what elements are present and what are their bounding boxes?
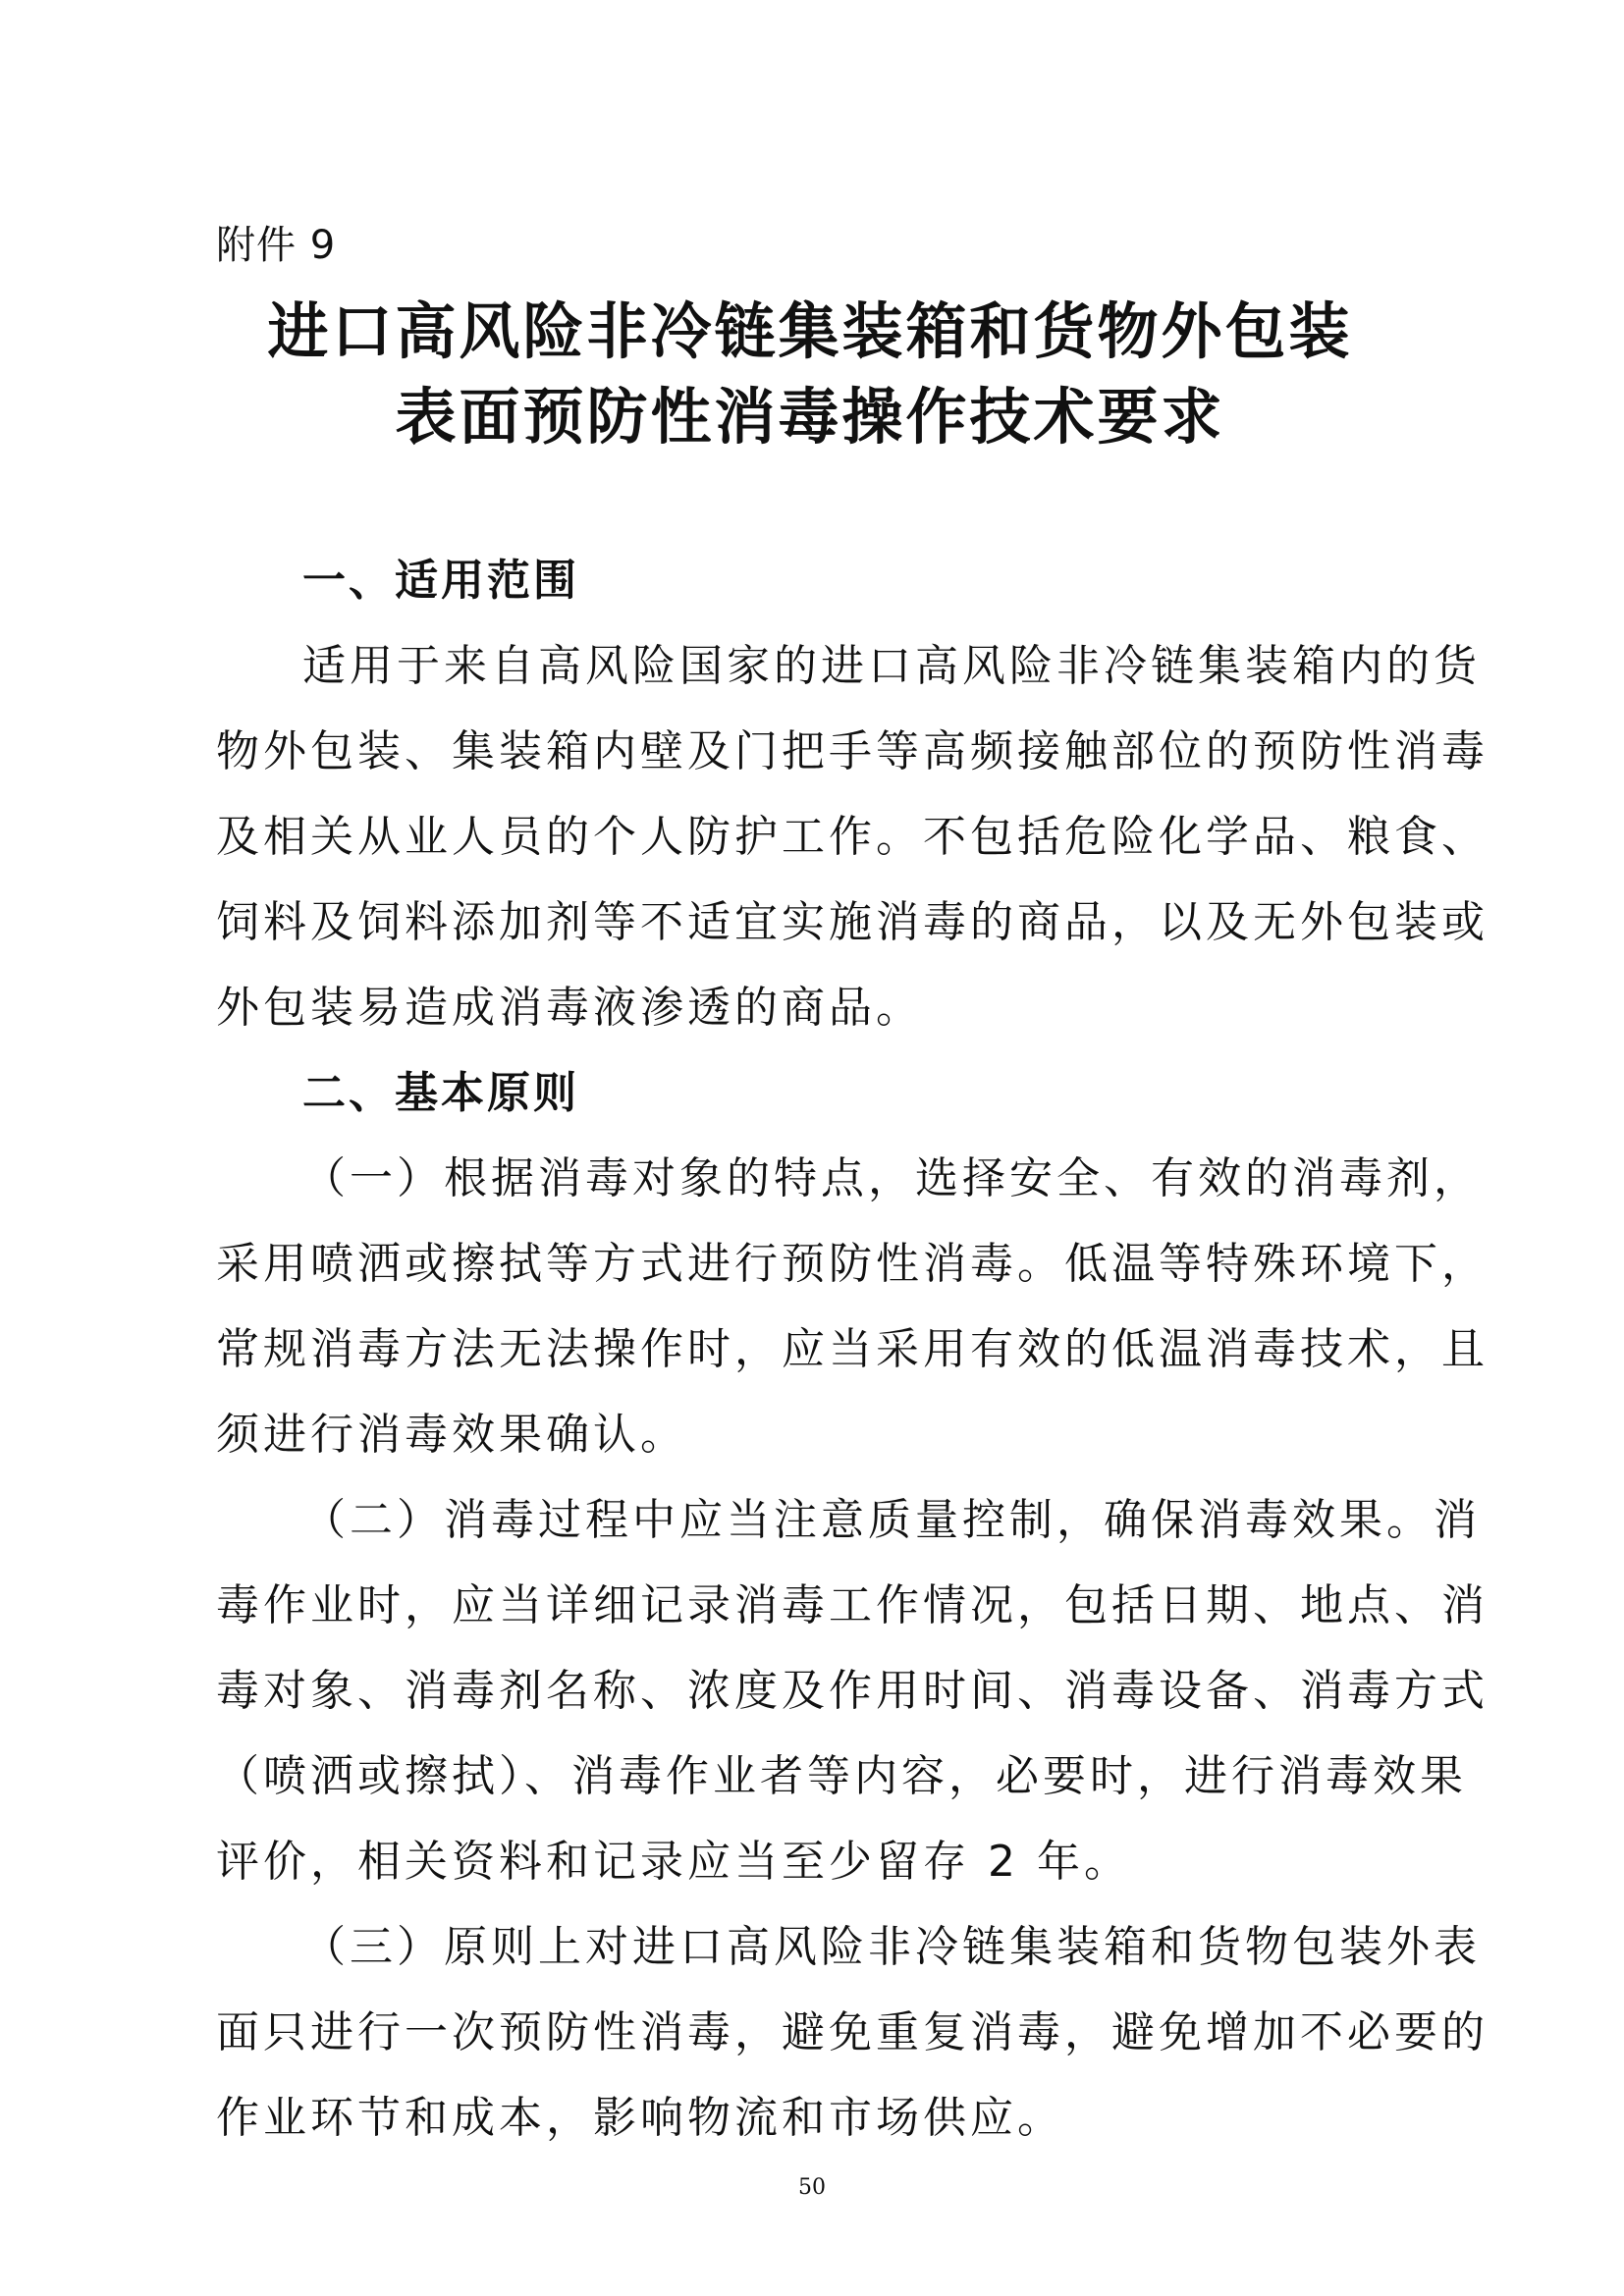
paragraph-line: 饲料及饲料添加剂等不适宜实施消毒的商品，以及无外包装或: [216, 897, 1489, 947]
paragraph-line: （二）消毒过程中应当注意质量控制，确保消毒效果。消: [302, 1495, 1481, 1545]
paragraph-line: 物外包装、集装箱内壁及门把手等高频接触部位的预防性消毒: [216, 726, 1489, 776]
document-title-line-1: 进口高风险非冷链集装箱和货物外包装: [267, 295, 1353, 367]
paragraph-line: 作业环节和成本，影响物流和市场供应。: [216, 2093, 1064, 2143]
paragraph-line: 评价，相关资料和记录应当至少留存 2 年。: [216, 1837, 1131, 1887]
section-heading-scope: 一、适用范围: [302, 556, 579, 606]
paragraph-line: 毒对象、消毒剂名称、浓度及作用时间、消毒设备、消毒方式: [216, 1666, 1489, 1716]
paragraph-line: （一）根据消毒对象的特点，选择安全、有效的消毒剂，: [302, 1153, 1481, 1203]
principle-paragraph-2: [216, 1477, 1489, 1904]
section-scope: [216, 538, 1489, 1050]
attachment-label: 附件 9: [216, 223, 337, 268]
section-principles: [216, 1050, 1489, 2161]
paragraph-line: 常规消毒方法无法操作时，应当采用有效的低温消毒技术，且: [216, 1324, 1489, 1374]
scope-paragraph: [216, 623, 1489, 1050]
paragraph-line: 须进行消毒效果确认。: [216, 1410, 687, 1460]
page-number: 50: [798, 2175, 826, 2200]
paragraph-line: 外包装易造成消毒液渗透的商品。: [216, 983, 923, 1033]
section-heading-principles: 二、基本原则: [302, 1068, 579, 1118]
paragraph-line: （三）原则上对进口高风险非冷链集装箱和货物包装外表: [302, 1922, 1481, 1972]
paragraph-line: 适用于来自高风险国家的进口高风险非冷链集装箱内的货: [302, 641, 1481, 691]
paragraph-line: 面只进行一次预防性消毒，避免重复消毒，避免增加不必要的: [216, 2007, 1489, 2057]
document-title-line-2: 表面预防性消毒操作技术要求: [395, 381, 1225, 453]
paragraph-line: 及相关从业人员的个人防护工作。不包括危险化学品、粮食、: [216, 812, 1489, 862]
principle-paragraph-1: [216, 1136, 1489, 1477]
paragraph-line: 毒作业时，应当详细记录消毒工作情况，包括日期、地点、消: [216, 1580, 1489, 1630]
paragraph-line: 采用喷洒或擦拭等方式进行预防性消毒。低温等特殊环境下，: [216, 1239, 1489, 1289]
principle-paragraph-3: [216, 1904, 1489, 2161]
paragraph-line: （喷洒或擦拭）、消毒作业者等内容，必要时，进行消毒效果: [216, 1751, 1467, 1801]
